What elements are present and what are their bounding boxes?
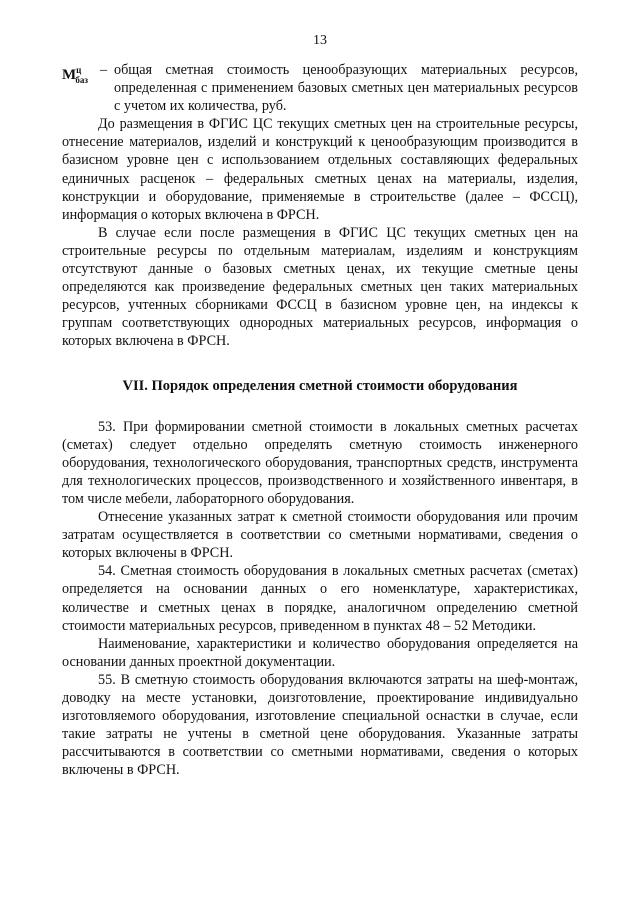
- paragraph-cost-attribution: Отнесение указанных затрат к сметной стоимости оборудования или прочим затратам осуществляется в соответствии со сметными нормативами, сведения о которых включены в ФРСН.: [62, 509, 578, 562]
- paragraph-item-55: 55. В сметную стоимость оборудования включаются затраты на шеф-монтаж, доводку на месте установки, доизготовление, проектирование индивидуально изготовляемого оборудования, изготовление специальной оснастки в случае, если такие затраты не учтены в сметной цене оборудования. Указанные затраты рассчитываются в соответствии со сметными нормативами, сведения о которых включены в ФРСН.: [62, 671, 578, 779]
- document-body: [62, 61, 578, 779]
- symbol-subscript: баз: [75, 75, 88, 85]
- paragraph-placement-before-fgis: До размещения в ФГИС ЦС текущих сметных цен на строительные ресурсы, отнесение материалов, изделий и конструкций к ценообразующим производится в базисном уровне цен с использованием отдельных составляющих федеральных единичных расценок – федеральных сметных ценах на материалы, изделия, конструкции и оборудование, применяемые в строительстве (далее – ФССЦ), информация о которых включена в ФРСН.: [62, 116, 578, 223]
- section-heading: VII. Порядок определения сметной стоимости оборудования: [122, 377, 518, 394]
- formula-definition: [62, 61, 578, 115]
- page-number: 13: [313, 33, 327, 48]
- formula-symbol: [62, 61, 94, 89]
- paragraph-equipment-naming: Наименование, характеристики и количество оборудования определяется на основании данных проектной документации.: [62, 635, 578, 670]
- paragraph-item-54: 54. Сметная стоимость оборудования в локальных сметных расчетах (сметах) определяется на основании данных о его номенклатуре, характеристиках, количестве и сметных ценах в порядке, аналогичном определению сметной стоимости материальных ресурсов, приведенном в пунктах 48 – 52 Методики.: [62, 563, 578, 634]
- definition-text: общая сметная стоимость ценообразующих материальных ресурсов, определенная с применением базовых сметных цен материальных ресурсов с учетом их количества, руб.: [114, 62, 578, 115]
- symbol-main: М: [62, 67, 77, 83]
- paragraph-item-53: 53. При формировании сметной стоимости в локальных сметных расчетах (сметах) следует отдельно определять сметную стоимость инженерного оборудования, технологического оборудования, транспортных средств, инструмента для технологических процессов, производственного и хозяйственного инвентаря, в том числе мебели, лабораторного оборудования.: [62, 418, 578, 507]
- definition-dash: –: [100, 62, 108, 78]
- paragraph-missing-base-prices: В случае если после размещения в ФГИС ЦС текущих сметных цен на строительные ресурсы по отдельным материалам, изделиям и конструкциям отсутствуют данные о базовых сметных ценах, их текущие сметные цены определяются как произведение федеральных сметных цен таких материальных ресурсов, учтенных сборниками ФССЦ в базисном уровне цен, на индексы к группам соответствующих однородных материальных ресурсов, информация о которых включена в ФРСН.: [62, 224, 578, 350]
- symbol-superscript: ц: [76, 65, 82, 75]
